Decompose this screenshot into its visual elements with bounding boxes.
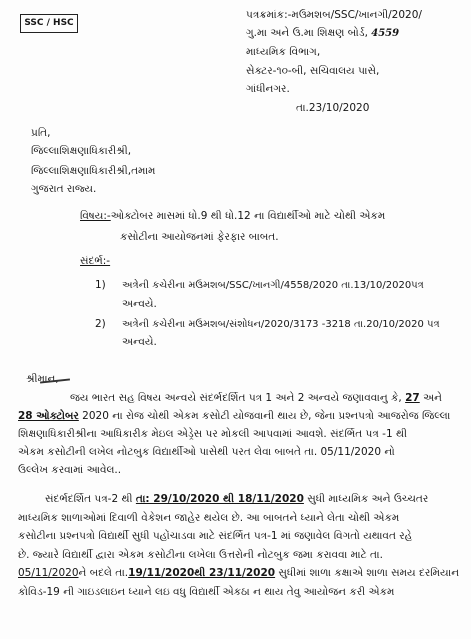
department-name: માધ્યમિક વિભાગ, <box>246 46 321 58</box>
letter-date: તા.23/10/2020 <box>296 102 370 114</box>
recipient-line-3: ગુજરાત રાજ્ય. <box>31 183 97 195</box>
p1-date-28-october: 28 ઓક્ટોબર <box>18 410 79 422</box>
p2-l1-rest: સુધી માધ્યમિક અને ઉચ્ચતર <box>303 493 429 505</box>
office-address: સેક્ટર-૧૦-બી, સચિવાલય પાસે, <box>246 65 380 77</box>
p2-l5-rest: સુધીમાં શાળા કક્ષાએ શાળા સમય દરમિયાન <box>275 567 460 579</box>
subject-line-1 <box>80 210 385 223</box>
p1-l2-text: 2020 ના રોજ ચોથી એકમ કસોટી યોજવાની થાય છે, જેના પ્રશ્નપત્રો આજરોજ જિલ્લા <box>78 410 451 422</box>
paragraph-1-line-5: ઉલ્લેખ કરવામાં આવેલ.. <box>18 464 122 476</box>
p1-l1-text: જય ભારત સહ વિષય અન્વયે સંદર્ભદર્શિત પત્ર 1 અને 2 અન્વયે જણાવવાનુ કે, <box>70 392 402 404</box>
paragraph-1-line-1 <box>70 392 442 405</box>
reference-2-line-2: અન્વયે. <box>122 336 157 348</box>
paragraph-2-line-6: કોવિડ-19 ની ગાઇડલાઇન ધ્યાને લઇ વધુ વિદ્યાર્થી એકઠા ન થાય તેવુ આયોજન કરી એકમ <box>18 586 395 598</box>
recipient-line-1: જિલ્લાશિક્ષણાધિકારીશ્રી, <box>31 145 132 157</box>
paragraph-2-line-1 <box>45 493 428 506</box>
reference-label: સંદર્ભ:- <box>80 255 111 267</box>
recipient-to: પ્રતિ, <box>31 127 51 139</box>
board-line <box>246 27 399 40</box>
paragraph-1-line-2 <box>18 410 450 423</box>
reference-prefix: પત્રક્રમાંક:-મઉમશબ/SSC/ખાનગી/2020/ <box>246 9 422 21</box>
paragraph-2-line-5 <box>18 567 459 580</box>
p2-vacation-dates: તા: 29/10/2020 થી 18/11/2020 <box>135 493 304 505</box>
paragraph-1-line-4: એકમ કસોટીની લખેલ નોટબુક વિદ્યાર્થીઓ પાસેથી પરત લેવા બાબતે તા. 05/11/2020 નો <box>18 446 395 458</box>
p1-l1-and: અને <box>423 392 442 404</box>
subject-text-1: ઓક્ટોબર માસમાં ધો.9 થી ધો.12 ના વિદ્યાર્થીઓ માટે ચોથી એકમ <box>110 210 386 222</box>
reference-1-line-1: અત્રેની કચેરીના મઉમશબ/SSC/ખાનગી/4558/2020 તા.13/10/2020પત્ર <box>122 280 424 291</box>
p1-date-27: 27 <box>405 392 420 404</box>
salutation: શ્રીમાન, <box>26 373 59 385</box>
p2-l1-text: સંદર્ભદર્શિત પત્ર-2 થી <box>45 493 133 505</box>
reference-2-line-1: અત્રેની કચેરીના મઉમશબ/સંશોધન/2020/3173 -3218 તા.20/10/2020 પત્ર <box>122 319 440 330</box>
paragraph-2-line-3: કસોટીના પ્રશ્નપત્રો વિદ્યાર્થી સુધી પહોંચાડવા માટે સંદર્ભિત પત્ર-1 માં જણાવેલ વિગતો યથાવત રહે <box>18 530 413 542</box>
reference-2-number: 2) <box>95 318 106 330</box>
p2-instead-of: ને બદલે તા. <box>78 567 129 579</box>
subject-text-2: કસોટીના આયોજનમાં ફેરફાર બાબત. <box>120 231 279 243</box>
p2-new-dates: 19/11/2020થી 23/11/2020 <box>128 567 276 579</box>
ssc-hsc-badge: SSC / HSC <box>20 14 78 33</box>
paragraph-2-line-2: માધ્યમિક શાળાઓમાં દિવાળી વેકેશન જાહેર થયેલ છે. આ બાબતને ધ્યાને લેતા ચોથી એકમ <box>18 512 400 524</box>
board-name: ગુ.મા અને ઉ.મા શિક્ષણ બોર્ડ, <box>246 27 368 39</box>
city-name: ગાંધીનગર. <box>246 83 290 95</box>
reference-line <box>246 9 422 22</box>
reference-1-line-2: અન્વયે. <box>122 298 157 310</box>
paragraph-2-line-4: છે. જ્યારે વિદ્યાર્થી દ્વારા એકમ કસોટીના લખેલા ઉત્તરોની નોટબુક જમા કરાવવા માટે તા. <box>18 549 383 561</box>
subject-label: વિષય:- <box>80 210 111 222</box>
p2-old-date: 05/11/2020 <box>18 567 79 579</box>
handwritten-ref-number: 4559 <box>371 28 400 39</box>
paragraph-1-line-3: શિક્ષણાધિકારીશ્રીના આધિકારીક મેઇલ એડ્રેસ પર મોકલી આપવામાં આવશે. સંદર્ભિત પત્ર -1 થી <box>18 428 408 440</box>
recipient-line-2: જિલ્લાશિક્ષણાધિકારીશ્રી,તમામ <box>31 165 156 177</box>
reference-1-number: 1) <box>95 279 106 291</box>
